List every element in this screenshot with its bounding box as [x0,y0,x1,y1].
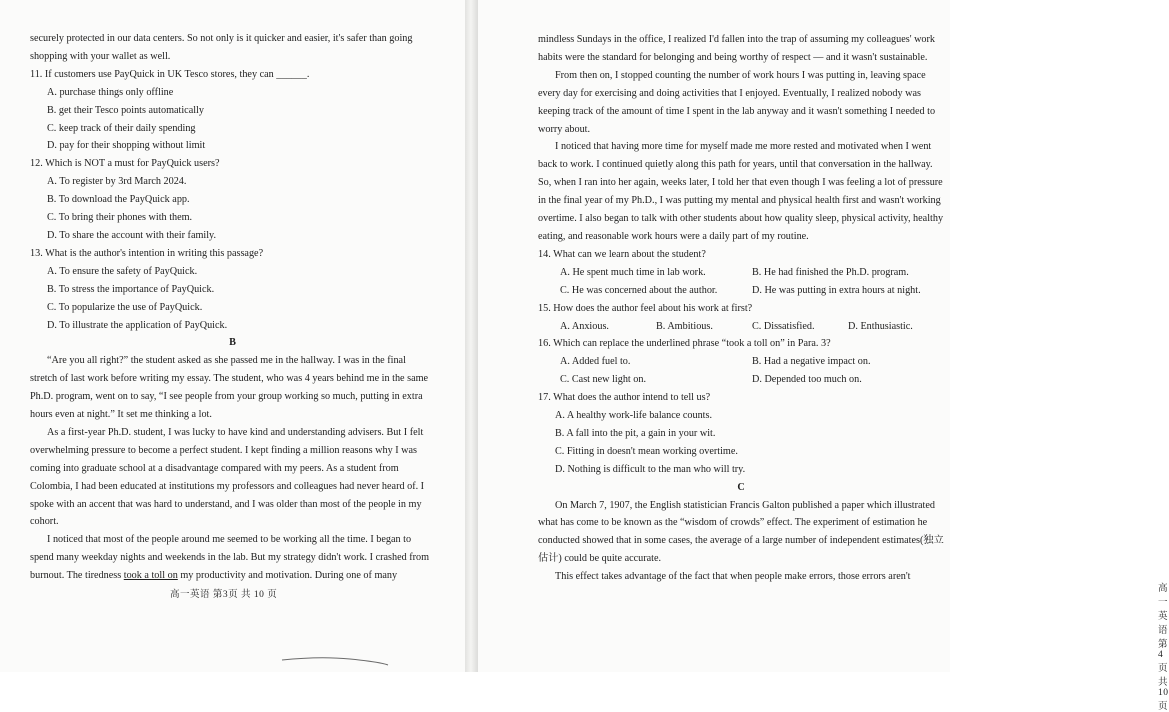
underlined-phrase: took a toll on [123,570,178,582]
intro-line-2: shopping with your wallet as well. [30,50,171,62]
question-stem: 14. What can we learn about the student? [538,248,706,260]
page-gutter [465,0,478,672]
passage-b-para-3 [30,531,435,585]
option-b: B. To stress the importance of PayQuick. [47,283,215,295]
para-text: I noticed that most of the people around me seemed to be working all the time. I began to spend many weekday nights and weekends in the lab. But my strategy didn't work. I crashed from burnout. The tiredness [30,534,430,582]
option-b: B. To download the PayQuick app. [47,194,190,206]
option-a: A. To ensure the safety of PayQuick. [47,265,198,277]
passage-b-para-1: “Are you all right?” the student asked as she passed me in the hallway. I was in the final stretch of last work before writing my essay. The student, who was 4 years behind me in the same Ph.D. program, went on to say, “I see people from your group working so much, putting in extra hours even at night.” It set me thinking a lot. [30,355,429,421]
option-b: B. He had finished the Ph.D. program. [752,266,909,278]
question-13 [30,245,435,335]
option-c: C. To popularize the use of PayQuick. [47,301,203,313]
passage-b-para-4: From then on, I stopped counting the number of work hours I was putting in, leaving space every day for exercising and doing activities that I enjoyed. Eventually, I realized nobody was keeping track of the amount of time I spent in the lab anyway and it wasn't something I needed to worry about. [538,69,936,135]
right-page [478,0,1169,712]
intro-line-1: securely protected in our data centers. So not only is it quicker and easier, it's safer than going [30,33,413,44]
left-page [0,0,465,672]
scan-pen-mark [280,655,390,667]
question-stem: 12. Which is NOT a must for PayQuick users? [30,158,220,170]
question-17 [538,389,944,479]
question-stem: 16. Which can replace the underlined phrase “took a toll on” in Para. 3? [538,338,831,350]
option-d: D. Nothing is difficult to the man who will try. [555,463,746,475]
option-c: C. Cast new light on. [560,374,647,386]
option-a: A. A healthy work-life balance counts. [555,410,713,422]
option-b: B. get their Tesco points automatically [47,104,204,116]
page-footer-left: 高一英语 第3页 共 10 页 [170,590,278,600]
passage-c-para-1: On March 7, 1907, the English statistician Francis Galton published a paper which illustrated what has come to be known as the “wisdom of crowds” effect. The experiment of estimation he conducted showed that in some cases, the average of a large number of independent estimates(独立估计) could be quite accurate. [538,499,944,565]
section-heading-c: C [737,481,745,493]
option-a: A. purchase things only offline [47,86,174,98]
option-grid [538,264,944,300]
question-15 [538,300,944,336]
option-d: D. Enthusiastic. [848,320,913,332]
option-d: D. To illustrate the application of PayQuick. [47,319,228,331]
option-d: D. To share the account with their family. [47,229,217,241]
option-a: A. He spent much time in lab work. [560,266,706,278]
option-b: B. Had a negative impact on. [752,356,871,368]
option-c: C. He was concerned about the author. [560,284,718,296]
option-a: A. Added fuel to. [560,356,631,368]
option-b: B. Ambitious. [656,320,713,332]
option-c: C. Dissatisfied. [752,320,815,332]
question-stem: 13. What is the author's intention in writing this passage? [30,247,264,259]
para-text: my productivity and motivation. During one of many [177,570,398,582]
question-stem: 15. How does the author feel about his work at first? [538,302,753,314]
right-column [538,31,944,586]
option-c: C. Fitting in doesn't mean working overtime. [555,445,738,457]
question-11 [30,66,435,156]
question-14 [538,246,944,300]
option-d: D. Depended too much on. [752,374,862,386]
passage-b-para-3-cont: mindless Sundays in the office, I realized I'd fallen into the trap of assuming my colleagues' work habits were the standard for belonging and being worthy of respect — and it wasn't sustainable. [538,34,936,63]
question-16 [538,335,944,389]
passage-b-para-5: I noticed that having more time for myself made me more rested and motivated when I went back to work. I continued quietly along this path for years, until that conversation in the hallway. So, when I ran into her again, weeks later, I told her that even though I was feeling a lot of pressure in the final year of my Ph.D., I was putting my mental and physical health first and wasn't working overtime. I also began to talk with other students about how quality sleep, physical activity, healthy eating, and reasonable work hours were a daily part of my routine. [538,141,944,242]
option-a: A. To register by 3rd March 2024. [47,176,187,188]
option-d: D. He was putting in extra hours at night. [752,284,921,296]
question-stem: 11. If customers use PayQuick in UK Tesco stores, they can ______. [30,68,310,80]
question-12 [30,155,435,245]
option-row [538,318,944,336]
option-grid [538,353,944,389]
section-heading-b: B [229,337,236,349]
option-a: A. Anxious. [560,320,609,332]
question-stem: 17. What does the author intend to tell us? [538,392,711,404]
option-c: C. keep track of their daily spending [47,122,196,134]
left-column [30,30,435,585]
option-c: C. To bring their phones with them. [47,212,193,224]
option-d: D. pay for their shopping without limit [47,140,206,152]
passage-c-para-2: This effect takes advantage of the fact that when people make errors, those errors aren't [555,571,911,583]
passage-b-para-2: As a first-year Ph.D. student, I was lucky to have kind and understanding advisers. But I felt overwhelming pressure to become a perfect student. I kept finding a million reasons why I was coming into graduate school at a disadvantage compared with my peers. As a student from Colombia, I had been educated at institutions my professors and colleagues had never heard of. I spoke with an accent that was hard to understand, and I was older than most of the people in my cohort. [30,426,425,528]
option-b: B. A fall into the pit, a gain in your wit. [555,427,716,439]
page-footer-right: 高一英语 第4页 共 10 页 [1158,584,1169,712]
